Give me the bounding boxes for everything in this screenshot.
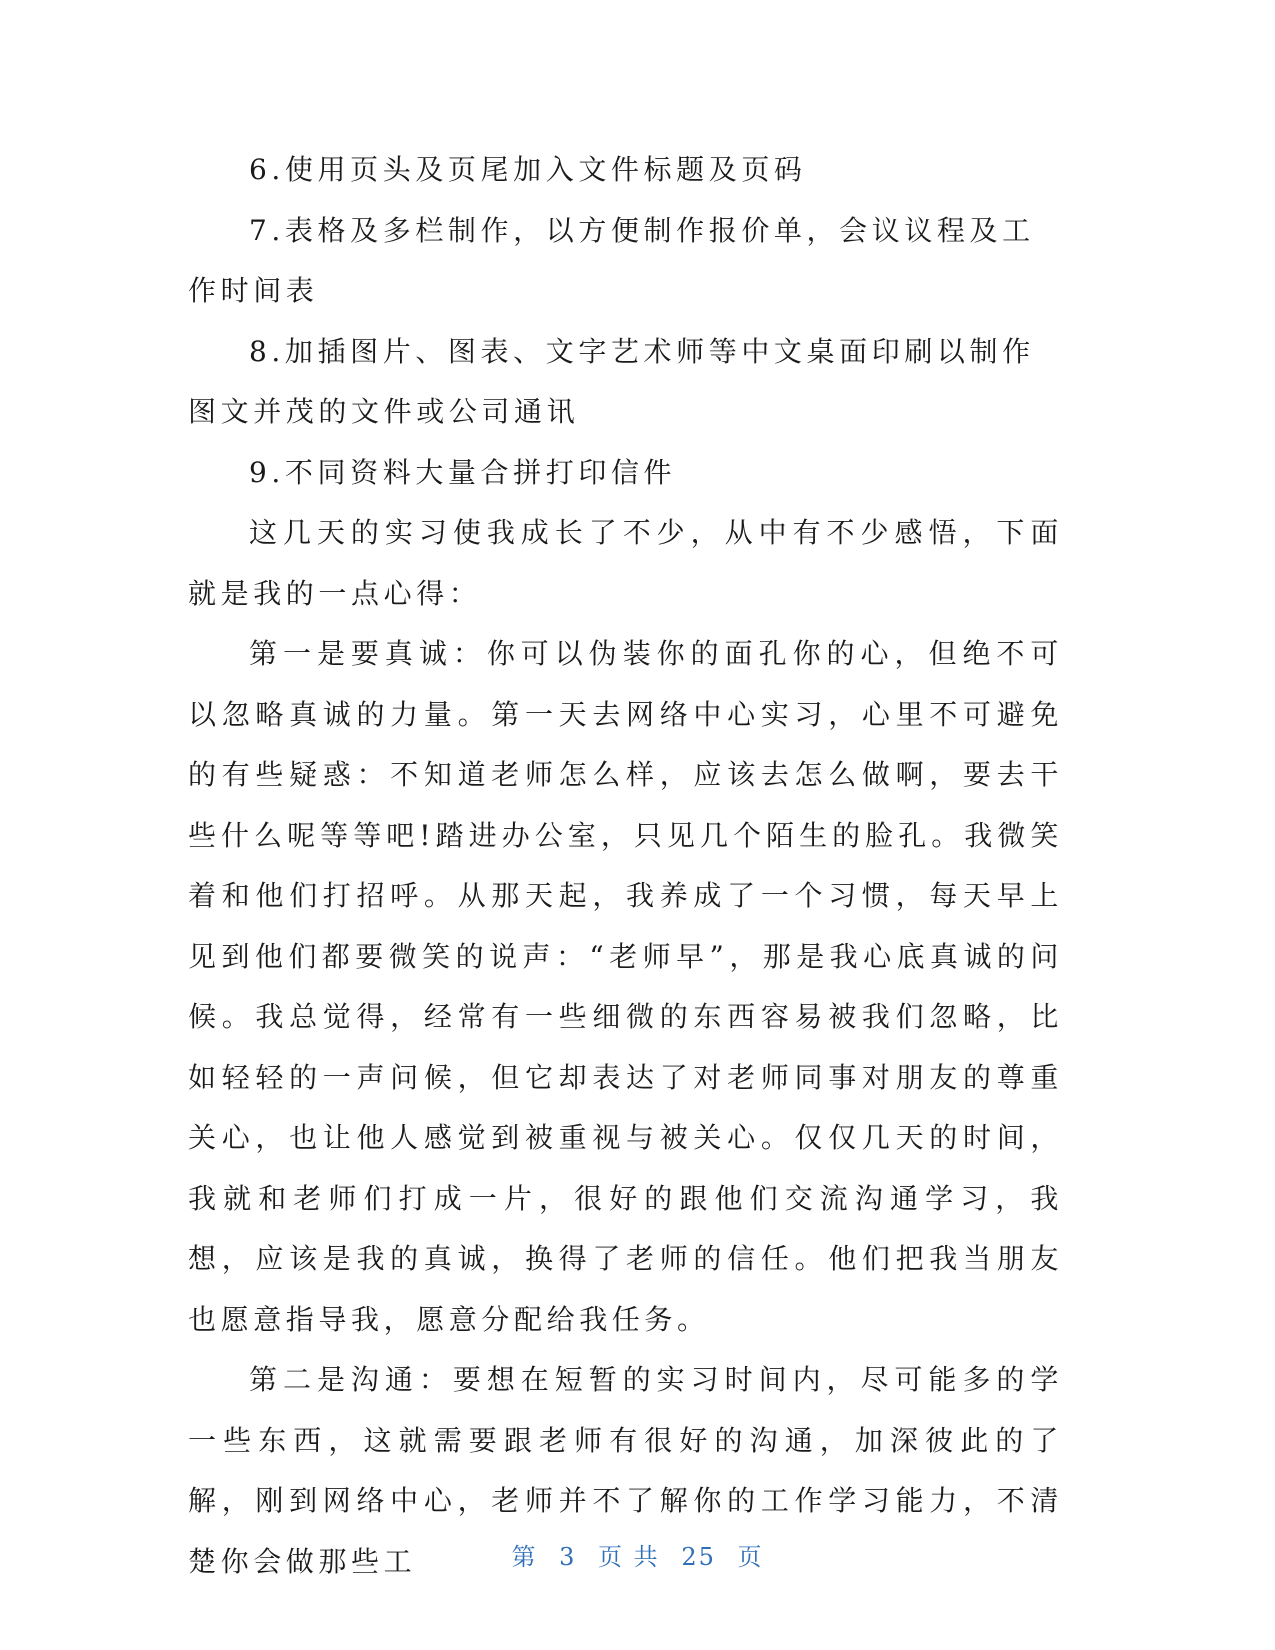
list-item-9: 9.不同资料大量合拼打印信件	[249, 455, 677, 489]
sincerity-paragraph: 第一是要真诚：你可以伪装你的面孔你的心，但绝不可以忽略真诚的力量。第一天去网络中心实习，心里不可避免的有些疑惑：不知道老师怎么样，应该去怎么做啊，要去干些什么呢等等吧!踏进办公室，只见几个陌生的脸孔。我微笑着和他们打招呼。从那天起，我养成了一个习惯，每天早上见到他们都要微笑的说声：“老师早”，那是我心底真诚的问候。我总觉得，经常有一些细微的东西容易被我们忽略，比如轻轻的一声问候，但它却表达了对老师同事对朋友的尊重关心，也让他人感觉到被重视与被关心。仅仅几天的时间，我就和老师们打成一片，很好的跟他们交流沟通学习，我想，应该是我的真诚，换得了老师的信任。他们把我当朋友也愿意指导我，愿意分配给我任务。	[188, 637, 1063, 1336]
footer-prefix: 第	[511, 1543, 538, 1571]
page-footer	[0, 1537, 1275, 1572]
list-item-8: 8.加插图片、图表、文字艺术师等中文桌面印刷以制作图文并茂的文件或公司通讯	[188, 334, 1035, 428]
total-pages-number: 25	[681, 1543, 716, 1571]
document-body	[188, 140, 1063, 1592]
footer-middle: 页 共	[598, 1543, 660, 1571]
intro-paragraph: 这几天的实习使我成长了不少，从中有不少感悟，下面就是我的一点心得：	[188, 516, 1063, 610]
current-page-number: 3	[559, 1543, 577, 1571]
list-item-7: 7.表格及多栏制作，以方便制作报价单，会议议程及工作时间表	[188, 213, 1035, 307]
footer-suffix: 页	[737, 1543, 764, 1571]
communication-paragraph: 第二是沟通：要想在短暂的实习时间内，尽可能多的学一些东西，这就需要跟老师有很好的沟通，加深彼此的了解，刚到网络中心，老师并不了解你的工作学习能力，不清楚你会做那些工	[188, 1363, 1063, 1578]
list-item-6: 6.使用页头及页尾加入文件标题及页码	[249, 153, 807, 186]
